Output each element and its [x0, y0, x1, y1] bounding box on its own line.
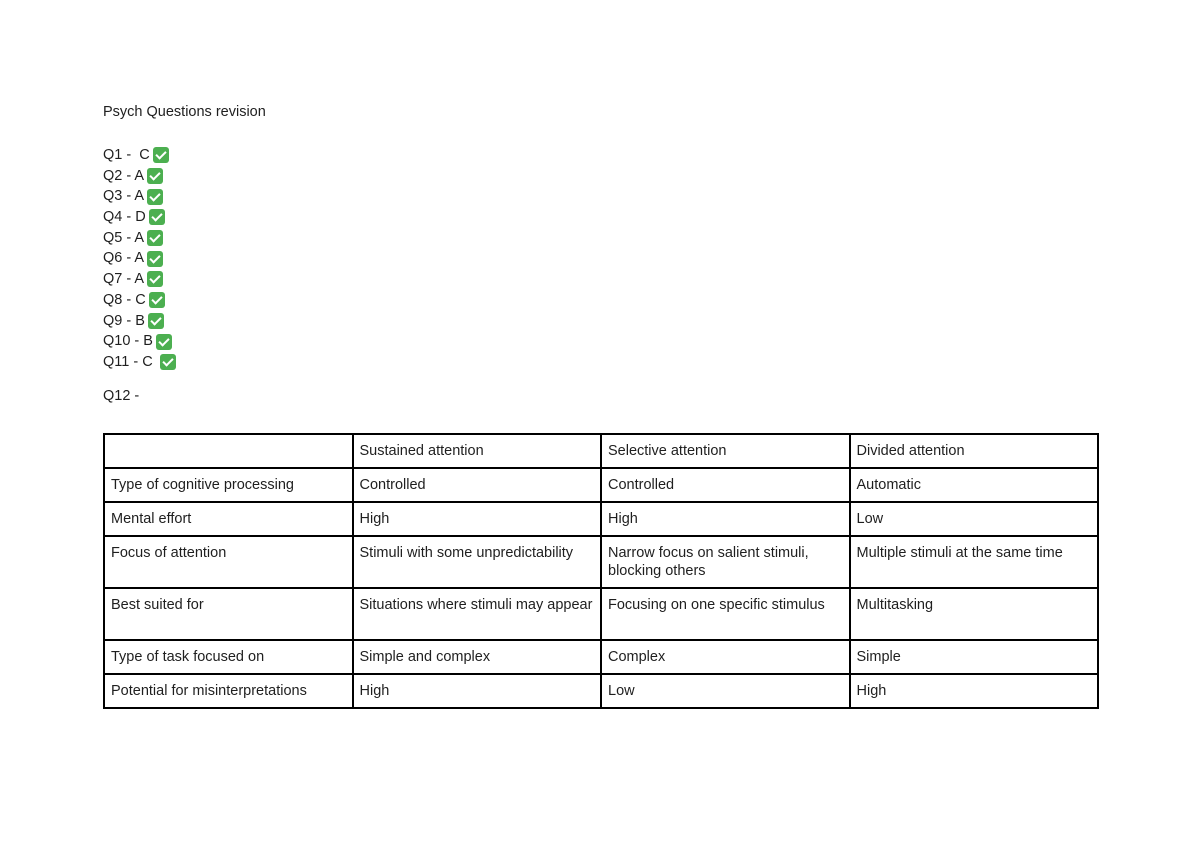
table-row	[104, 502, 1098, 536]
document-title: Psych Questions revision	[103, 104, 266, 120]
attention-comparison-table	[103, 433, 1099, 709]
table-header-row	[104, 434, 1098, 468]
answer-item	[103, 166, 1097, 187]
table-cell: Multitasking	[850, 588, 1099, 640]
answer-text: Q9 - B	[103, 312, 145, 329]
answer-item	[103, 145, 1097, 166]
check-mark-button-icon	[147, 230, 163, 246]
answer-item	[103, 331, 1097, 352]
table-cell: Type of cognitive processing	[104, 468, 353, 502]
check-mark-button-icon	[147, 271, 163, 287]
answer-list	[103, 145, 1097, 373]
table-row	[104, 468, 1098, 502]
answer-item	[103, 311, 1097, 332]
check-mark-button-icon	[147, 189, 163, 205]
answer-item	[103, 290, 1097, 311]
table-cell: High	[353, 674, 602, 708]
check-mark-button-icon	[147, 168, 163, 184]
answer-item	[103, 248, 1097, 269]
check-mark-button-icon	[149, 292, 165, 308]
table-cell: Mental effort	[104, 502, 353, 536]
answer-item	[103, 228, 1097, 249]
table-cell: Simple	[850, 640, 1099, 674]
table-cell: Narrow focus on salient stimuli, blocking others	[601, 536, 850, 588]
table-cell: High	[601, 502, 850, 536]
q12-label: Q12 -	[103, 387, 140, 404]
table-cell: Low	[601, 674, 850, 708]
answer-text: Q11 - C	[103, 353, 157, 370]
answer-text: Q6 - A	[103, 250, 145, 267]
blank-line	[103, 121, 1097, 145]
answer-text: Q7 - A	[103, 271, 145, 288]
check-mark-button-icon	[147, 251, 163, 267]
answer-text: Q8 - C	[103, 291, 146, 308]
table-cell: Simple and complex	[353, 640, 602, 674]
table-cell: Potential for misinterpretations	[104, 674, 353, 708]
answer-text: Q1 - C	[103, 147, 150, 163]
answer-text: Q4 - D	[103, 209, 146, 226]
table-cell: Controlled	[353, 468, 602, 502]
answer-item	[103, 352, 1097, 373]
answer-text: Q10 - B	[103, 333, 153, 350]
table-cell	[104, 434, 353, 468]
table-cell: Focus of attention	[104, 536, 353, 588]
table-cell: Focusing on one specific stimulus	[601, 588, 850, 640]
table-cell: Complex	[601, 640, 850, 674]
table-cell: Sustained attention	[353, 434, 602, 468]
table-cell: High	[850, 674, 1099, 708]
table-cell: Low	[850, 502, 1099, 536]
check-mark-button-icon	[160, 354, 176, 370]
table-cell: Multiple stimuli at the same time	[850, 536, 1099, 588]
table-cell: Selective attention	[601, 434, 850, 468]
table-cell: Controlled	[601, 468, 850, 502]
check-mark-button-icon	[156, 334, 172, 350]
answer-item	[103, 186, 1097, 207]
document-content	[103, 104, 1097, 405]
table-row	[104, 536, 1098, 588]
table-row	[104, 674, 1098, 708]
table-row	[104, 588, 1098, 640]
table-row	[104, 640, 1098, 674]
answer-text: Q2 - A	[103, 167, 145, 184]
answer-item	[103, 269, 1097, 290]
answer-item	[103, 207, 1097, 228]
table-cell: Type of task focused on	[104, 640, 353, 674]
check-mark-button-icon	[149, 209, 165, 225]
answer-text: Q3 - A	[103, 188, 145, 205]
table-cell: Best suited for	[104, 588, 353, 640]
table-cell: Stimuli with some unpredictability	[353, 536, 602, 588]
table-cell: Automatic	[850, 468, 1099, 502]
answer-text: Q5 - A	[103, 229, 145, 246]
check-mark-button-icon	[148, 313, 164, 329]
table-cell: Divided attention	[850, 434, 1099, 468]
table-cell: Situations where stimuli may appear	[353, 588, 602, 640]
check-mark-button-icon	[153, 147, 169, 163]
table-cell: High	[353, 502, 602, 536]
